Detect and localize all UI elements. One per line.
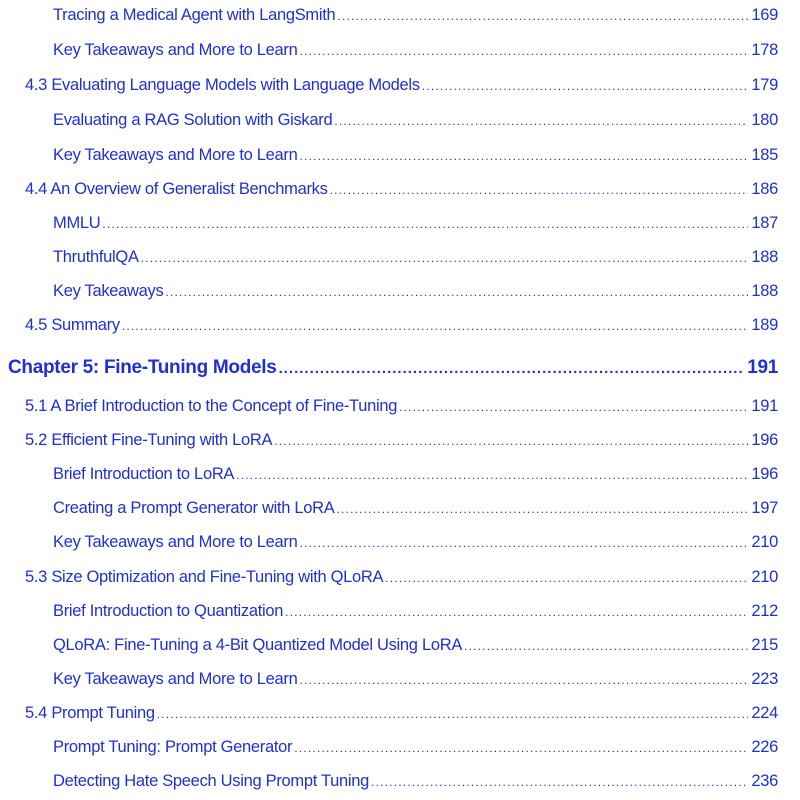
toc-entry-section[interactable] [25, 704, 778, 723]
toc-leader-dots [371, 775, 748, 789]
toc-entry-page: 226 [751, 738, 778, 756]
toc-entry-subsection[interactable] [53, 248, 778, 267]
toc-entry-subsection[interactable] [53, 499, 778, 518]
toc-entry-page: 212 [751, 602, 778, 620]
toc-entry-title: Key Takeaways and More to Learn [53, 533, 298, 551]
toc-entry-title: Key Takeaways and More to Learn [53, 146, 298, 164]
toc-entry-page: 188 [751, 248, 778, 266]
toc-entry-section[interactable] [25, 76, 778, 95]
toc-entry-page: 196 [751, 431, 778, 449]
toc-entry-subsection[interactable] [53, 41, 778, 60]
toc-entry-subsection[interactable] [53, 214, 778, 233]
toc-entry-page: 191 [747, 357, 778, 378]
toc-leader-dots [285, 605, 748, 619]
toc-leader-dots [141, 251, 749, 265]
toc-entry-section[interactable] [25, 431, 778, 450]
toc-entry-subsection[interactable] [53, 146, 778, 165]
toc-entry-page: 196 [751, 465, 778, 483]
toc-entry-title: 4.3 Evaluating Language Models with Language Models [25, 76, 420, 94]
toc-entry-title: 4.4 An Overview of Generalist Benchmarks [25, 180, 328, 198]
toc-entry-page: 185 [751, 146, 778, 164]
toc-entry-subsection[interactable] [53, 602, 778, 621]
toc-entry-title: Evaluating a RAG Solution with Giskard [53, 111, 333, 129]
toc-entry-title: 5.3 Size Optimization and Fine-Tuning with QLoRA [25, 568, 384, 586]
toc-leader-dots [165, 285, 748, 299]
toc-entry-page: 210 [751, 533, 778, 551]
toc-leader-dots [299, 673, 748, 687]
toc-leader-dots [299, 149, 748, 163]
toc-entry-page: 187 [751, 214, 778, 232]
toc-leader-dots [422, 79, 749, 93]
toc-entry-page: 197 [751, 499, 778, 517]
toc-entry-title: ThruthfulQA [53, 248, 139, 266]
toc-leader-dots [385, 571, 748, 585]
toc-entry-page: 224 [751, 704, 778, 722]
toc-entry-title: 5.2 Efficient Fine-Tuning with LoRA [25, 431, 273, 449]
toc-entry-title: 5.4 Prompt Tuning [25, 704, 155, 722]
toc-leader-dots [464, 639, 748, 653]
toc-entry-title: Prompt Tuning: Prompt Generator [53, 738, 293, 756]
toc-entry-page: 180 [751, 111, 778, 129]
toc-leader-dots [294, 741, 748, 755]
toc-entry-title: Brief Introduction to LoRA [53, 465, 235, 483]
toc-entry-subsection[interactable] [53, 111, 778, 130]
toc-entry-title: MMLU [53, 214, 101, 232]
toc-entry-page: 169 [751, 6, 778, 24]
toc-entry-page: 223 [751, 670, 778, 688]
toc-leader-dots [299, 44, 748, 58]
toc-entry-page: 236 [751, 772, 778, 790]
toc-leader-dots [279, 360, 745, 377]
toc-entry-chapter[interactable] [8, 357, 778, 379]
toc-entry-subsection[interactable] [53, 636, 778, 655]
toc-leader-dots [274, 434, 748, 448]
toc-entry-title: Chapter 5: Fine-Tuning Models [8, 357, 277, 378]
toc-entry-title: Key Takeaways and More to Learn [53, 41, 298, 59]
toc-entry-subsection[interactable] [53, 670, 778, 689]
toc-entry-page: 186 [751, 180, 778, 198]
toc-entry-page: 189 [751, 316, 778, 334]
toc-leader-dots [102, 217, 748, 231]
toc-entry-title: Tracing a Medical Agent with LangSmith [53, 6, 336, 24]
toc-entry-subsection[interactable] [53, 772, 778, 791]
toc-leader-dots [299, 536, 748, 550]
toc-entry-page: 215 [751, 636, 778, 654]
toc-leader-dots [236, 468, 748, 482]
toc-entry-section[interactable] [25, 316, 778, 335]
toc-entry-subsection[interactable] [53, 533, 778, 552]
toc-entry-title: 5.1 A Brief Introduction to the Concept of Fine-Tuning [25, 397, 398, 415]
toc-entry-page: 178 [751, 41, 778, 59]
toc-entry-title: 4.5 Summary [25, 316, 120, 334]
toc-entry-subsection[interactable] [53, 465, 778, 484]
toc-leader-dots [122, 319, 749, 333]
toc-entry-title: QLoRA: Fine-Tuning a 4-Bit Quantized Model Using LoRA [53, 636, 463, 654]
toc-leader-dots [330, 183, 749, 197]
toc-leader-dots [399, 400, 748, 414]
toc-entry-subsection[interactable] [53, 282, 778, 301]
toc-leader-dots [334, 114, 748, 128]
toc-entry-subsection[interactable] [53, 6, 778, 25]
toc-entry-title: Key Takeaways and More to Learn [53, 670, 298, 688]
toc-leader-dots [336, 502, 748, 516]
toc-entry-page: 188 [751, 282, 778, 300]
toc-entry-page: 191 [751, 397, 778, 415]
toc-entry-title: Creating a Prompt Generator with LoRA [53, 499, 335, 517]
toc-entry-page: 179 [751, 76, 778, 94]
toc-entry-page: 210 [751, 568, 778, 586]
toc-entry-subsection[interactable] [53, 738, 778, 757]
toc-leader-dots [337, 9, 748, 23]
toc-entry-title: Detecting Hate Speech Using Prompt Tuning [53, 772, 370, 790]
toc-entry-title: Key Takeaways [53, 282, 164, 300]
toc-entry-title: Brief Introduction to Quantization [53, 602, 284, 620]
toc-entry-section[interactable] [25, 397, 778, 416]
toc-entry-section[interactable] [25, 568, 778, 587]
toc-leader-dots [157, 707, 749, 721]
toc-entry-section[interactable] [25, 180, 778, 199]
